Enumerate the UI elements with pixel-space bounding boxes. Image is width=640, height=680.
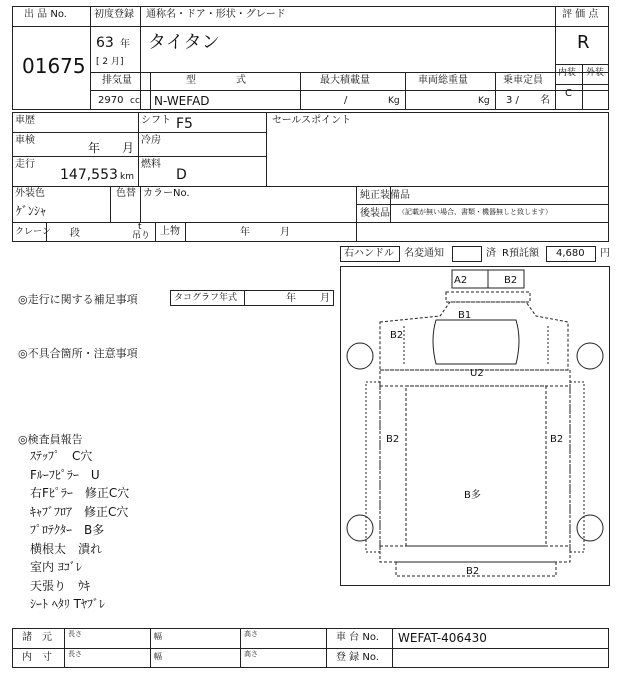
max-load-label: 最大積載量	[320, 75, 370, 86]
lot-number: 01675	[22, 54, 86, 78]
diagram-mark: B多	[464, 490, 481, 501]
color-change-label: 色替	[116, 188, 136, 199]
registration-label: 登 録 No.	[336, 652, 379, 663]
upper-label: 上物	[160, 226, 180, 237]
inspection-year: 年	[88, 141, 101, 155]
length-label: 長さ	[68, 630, 82, 638]
diagram-mark: B1	[458, 310, 472, 321]
dimensions-row-label: 内 寸	[22, 652, 52, 663]
max-load-value: /	[344, 95, 348, 106]
inspector-report-label: ◎検査員報告	[18, 433, 83, 446]
crane-t: t	[138, 222, 142, 232]
history-label: 車歴	[15, 115, 35, 126]
inspector-report-line: Fﾙｰﾌﾋﾟﾗｰ U	[30, 467, 100, 482]
diagram-mark: B2	[386, 434, 400, 445]
first-reg-label: 初度登録	[94, 9, 134, 20]
inspection-label: 車検	[15, 135, 35, 146]
diagram-mark: A2	[454, 275, 468, 286]
upper-month: 月	[280, 227, 290, 238]
exterior-label: 外装	[586, 68, 605, 78]
r-deposit-unit: 円	[600, 248, 610, 259]
fuel-value: D	[176, 167, 187, 183]
diagram-mark: U2	[470, 368, 484, 379]
ext-color-label: 外装色	[15, 188, 45, 199]
right-handle-label: 右ハンドル	[344, 248, 394, 259]
width-label-2: 幅	[154, 652, 162, 661]
crane-tsuri: 吊り	[132, 231, 151, 241]
score-label: 評 価 点	[562, 9, 599, 20]
fuel-label: 燃料	[141, 159, 161, 170]
inspector-report-line: ｷｬﾌﾞﾌﾛｱ 修正C穴	[30, 504, 129, 519]
displacement-value: 2970	[98, 95, 124, 106]
inspector-report-line: 室内 ﾖｺﾞﾚ	[30, 560, 82, 574]
selling-point-label: セールスポイント	[272, 115, 352, 126]
aftermarket-label: 後装品	[360, 208, 390, 219]
capacity-value: 3 /	[506, 95, 519, 106]
max-load-unit: Kg	[388, 96, 400, 106]
interior-label: 内装	[558, 68, 577, 78]
displacement-label: 排気量	[102, 75, 132, 86]
inspector-report-line: 天張り ｳｷ	[30, 578, 91, 593]
specs-row-label: 諸 元	[22, 632, 52, 643]
name-change-label: 名変通知	[404, 248, 444, 259]
damage-diagram	[340, 266, 610, 586]
chassis-value: WEFAT-406430	[398, 631, 487, 645]
shift-value: F5	[176, 116, 193, 132]
name-label: 通称名・ドア・形状・グレード	[146, 9, 286, 20]
aftermarket-note: （記載が無い場合、書類・機器無しと致します）	[398, 208, 552, 216]
inspector-report-line: ｽﾃｯﾌﾟ C穴	[30, 449, 93, 463]
first-reg-year: 63	[96, 35, 114, 51]
inspector-report-line: ﾌﾟﾛﾃｸﾀｰ B多	[30, 523, 105, 537]
inspector-report-line: 右Fﾋﾟﾗｰ 修正C穴	[30, 486, 130, 500]
tacho-year: 年	[286, 293, 296, 304]
capacity-label: 乗車定員	[503, 75, 543, 86]
defects-label: ◎不具合箇所・注意事項	[18, 347, 138, 360]
ext-color-value: ｹﾞﾝｼｬ	[16, 204, 47, 218]
height-label-2: 高さ	[244, 650, 258, 658]
displacement-unit: cc	[130, 96, 140, 106]
lot-label: 出 品 No.	[24, 9, 67, 20]
mileage-value: 147,553	[60, 167, 118, 183]
interior-value: C	[565, 88, 572, 99]
r-deposit-label: R預託額	[502, 248, 539, 259]
year-unit: 年	[120, 39, 130, 50]
upper-year: 年	[240, 227, 250, 238]
capacity-unit: 名	[540, 95, 550, 106]
car-name: タイタン	[148, 32, 220, 53]
name-change-box	[452, 246, 482, 262]
diagram-mark: B2	[390, 330, 404, 341]
tacho-label: タコグラフ年式	[174, 293, 238, 303]
running-remarks-label: ◎走行に関する補足事項	[18, 293, 138, 306]
inspection-month: 月	[122, 141, 135, 155]
crane-dan: 段	[70, 228, 80, 239]
r-deposit-value: 4,680	[556, 248, 585, 259]
factory-equip-label: 純正装備品	[360, 190, 410, 201]
ac-label: 冷房	[141, 135, 161, 146]
height-label: 高さ	[244, 630, 258, 638]
gvw-unit: Kg	[478, 96, 490, 106]
chassis-label: 車 台 No.	[336, 632, 379, 643]
first-reg-month: [ 2 月]	[96, 57, 124, 67]
inspector-report-line: ｼｰﾄ ﾍﾀﾘ Tﾔﾌﾞﾚ	[30, 597, 105, 611]
length-label-2: 長さ	[68, 650, 82, 658]
model-value: N-WEFAD	[154, 94, 210, 108]
diagram-mark: B2	[504, 275, 518, 286]
mileage-label: 走行	[15, 159, 35, 170]
model-label: 型 式	[186, 75, 246, 86]
mileage-unit: km	[120, 172, 134, 182]
diagram-mark: B2	[466, 566, 480, 577]
name-change-suffix: 済	[486, 248, 496, 259]
width-label: 幅	[154, 632, 162, 641]
crane-label: クレーン	[15, 227, 51, 237]
gvw-label: 車両総重量	[418, 75, 468, 86]
tacho-month: 月	[320, 293, 330, 304]
shift-label: シフト	[141, 115, 171, 126]
color-no-label: カラーNo.	[143, 188, 190, 199]
inspector-report-line: 横根太 潰れ	[30, 541, 103, 556]
score-value: R	[577, 32, 590, 53]
diagram-mark: B2	[550, 434, 564, 445]
